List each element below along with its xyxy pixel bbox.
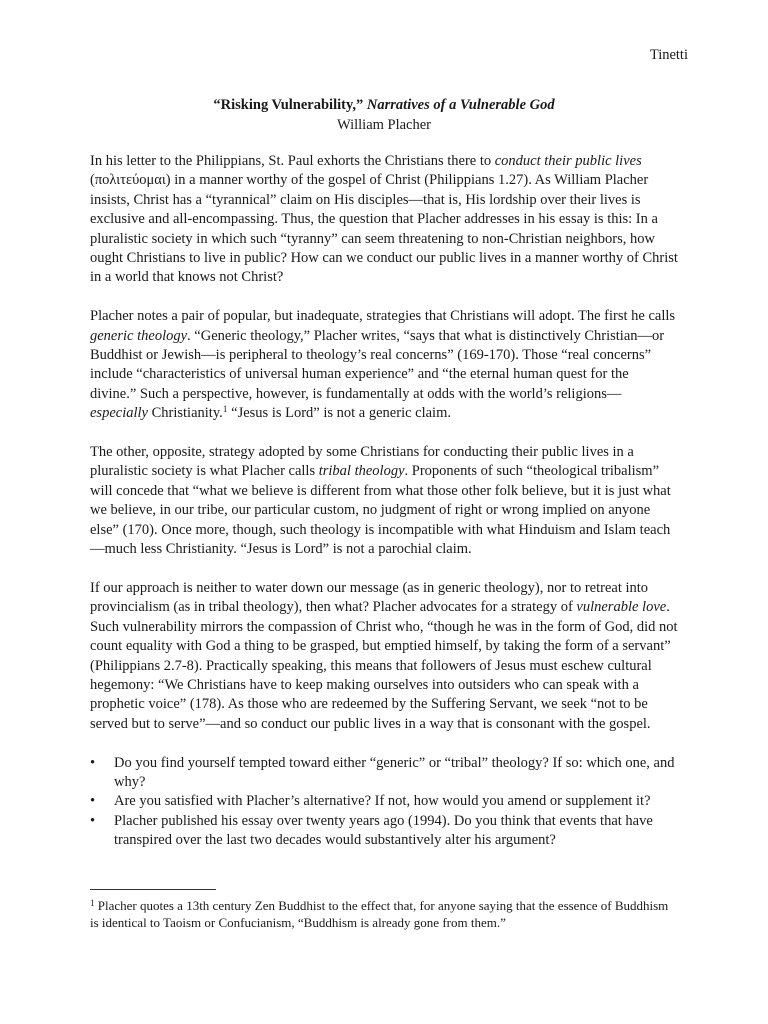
footnote-marker[interactable]: 1 — [222, 405, 228, 416]
list-item: • Do you find yourself tempted toward either “generic” or “tribal” theology? If so: which one, and why? — [90, 754, 675, 790]
emphasis: conduct their public lives — [494, 153, 642, 169]
title-block — [0, 95, 768, 135]
paragraph-4: If our approach is neither to water down our message (as in generic theology), nor to retreat into provincialism (as in tribal theology), then what? Placher advocates for a strategy of vulnerable love. Such vulnerability mirrors the compassion of Christ who, “though he was in the form of God, did not count equality with God a thing to be grasped, but emptied himself, by taking the form of a servant” (Philippians 2.7-8). Practically speaking, this means that followers of Jesus must eschew cultural hegemony: “We Christians have to keep making ourselves into outsiders who can speak with a prophetic voice” (178). As those who are redeemed by the Suffering Servant, we seek “not to be served but to serve”—and so conduct our public lives in a way that is consonant with the gospel. — [90, 579, 678, 732]
paragraph-3: The other, opposite, strategy adopted by some Christians for conducting their public lives in a pluralistic society is what Placher calls tribal theology. Proponents of such “theological tribalism” will concede that “what we believe is different from what those other folk believe, but it is just what we believe, in our tribe, our particular custom, no judgment of right or wrong implied on anyone else” (170). Once more, though, such theology is incompatible with what Hinduism and Islam teach—much less Christianity. “Jesus is Lord” is not a parochial claim. — [90, 444, 671, 558]
paragraph-1: In his letter to the Philippians, St. Paul exhorts the Christians there to conduct their public lives (πολιτεύομαι) in a manner worthy of the gospel of Christ (Philippians 1.27). As William Placher insists, Christ has a “tyrannical” claim on His disciples—that is, His lordship over their lives is exclusive and all-encompassing. Thus, the question that Placher addresses in his essay is this: In a pluralistic society in which such “tyranny” can seem threatening to non-Christian neighbors, how ought Christians to live in public? How can we conduct our public lives in a manner worthy of Christ in a world that knows not Christ? — [90, 153, 678, 286]
running-header: Tinetti — [649, 47, 688, 63]
book-title: Narratives of a Vulnerable God — [366, 97, 555, 113]
document-title — [0, 95, 768, 115]
essay-title: “Risking Vulnerability,” — [213, 97, 364, 113]
bullet-icon: • — [90, 793, 96, 810]
discussion-questions — [90, 754, 678, 851]
paragraph-2: Placher notes a pair of popular, but inadequate, strategies that Christians will adopt. The first he calls generic theology. “Generic theology,” Placher writes, “says that what is distinctively Christian—or Buddhist or Jewish—is peripheral to theology’s real concerns” (169-170). Those “real concerns” include “characteristics of universal human experience” and “the eternal human quest for the divine.” Such a perspective, however, is fundamentally at odds with the world’s religions—especially Christianity.$^1$ “Jesus is Lord” is not a generic claim. — [90, 308, 676, 422]
footnote: $^1$ Placher quotes a 13th century Zen Buddhist to the effect that, for anyone saying that the essence of Buddhism is identical to Taoism or Confucianism, “Buddhism is already gone from them.” — [90, 898, 669, 930]
author-name: William Placher — [336, 117, 432, 133]
list-item: • Are you satisfied with Placher’s alternative? If not, how would you amend or supplement it? — [90, 792, 678, 811]
body-text — [90, 152, 678, 851]
footnote-number: 1 — [90, 898, 95, 908]
emphasis: generic theology — [90, 327, 188, 344]
emphasis: especially — [90, 405, 148, 422]
bullet-icon: • — [90, 812, 96, 829]
bullet-icon: • — [90, 754, 96, 771]
emphasis: tribal theology — [318, 463, 405, 480]
list-item: • Placher published his essay over twenty years ago (1994). Do you think that events that have transpired over the last two decades would substantively alter his argument? — [90, 812, 653, 849]
footnote-divider — [90, 889, 216, 890]
emphasis: vulnerable love — [576, 599, 667, 616]
